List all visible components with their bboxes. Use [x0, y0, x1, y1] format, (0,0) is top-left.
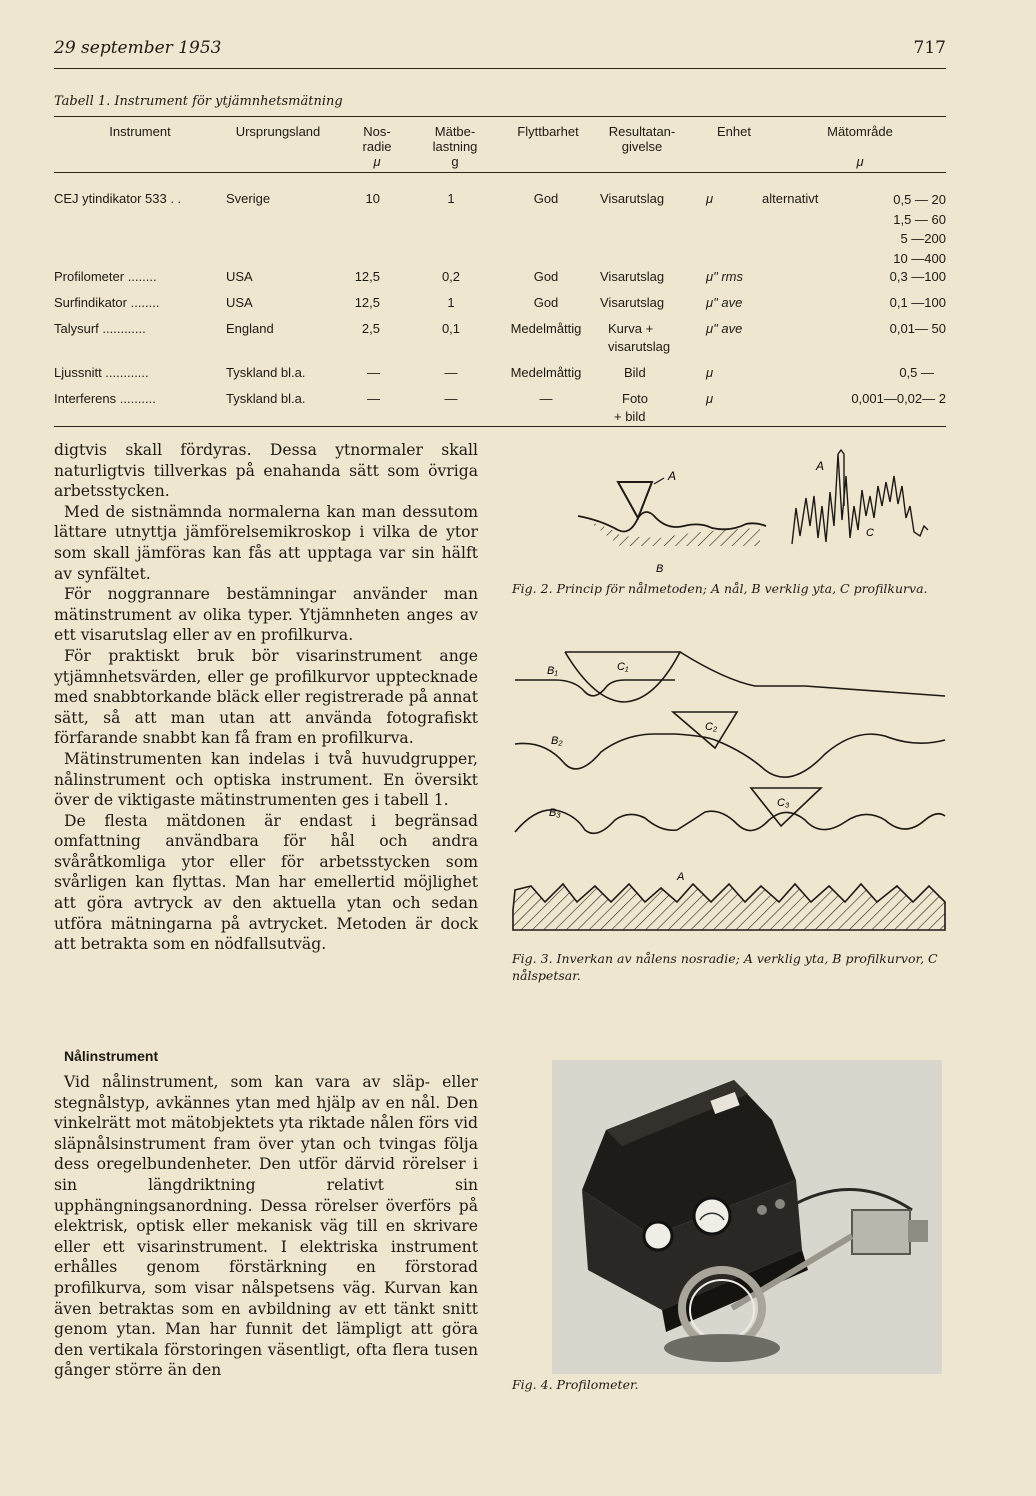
- fig3-label-c2: C₂: [705, 721, 718, 733]
- fig2-label-b: B: [656, 563, 664, 575]
- table-top-rule: [54, 116, 946, 117]
- fig3-caption: Fig. 3. Inverkan av nålens nosradie; A verklig yta, B profilkurvor, C nålspetsar.: [512, 951, 938, 983]
- fig3-label-c3: C₃: [777, 797, 790, 809]
- fig3-label-b1: B₁: [547, 665, 558, 677]
- fig3-label-a: A: [677, 871, 685, 883]
- fig2-label-a: A: [668, 469, 677, 483]
- paragraph: För noggrannare bestämningar använder man mätinstrument av olika typer. Ytjämnheten anges av ett visarutslag eller av en profilkurva.: [54, 585, 478, 645]
- fig3-real-surface: [513, 884, 945, 930]
- profile-curve: [792, 454, 928, 544]
- th-country: Ursprungsland: [235, 124, 321, 139]
- fig3-label-b3: B₃: [549, 807, 561, 819]
- issue-date: 29 september 1953: [54, 38, 222, 58]
- th-range: Mätområde μ: [827, 124, 893, 169]
- paragraph: De flesta mätdonen är endast i begränsad omfattning användbara för hål och andra svåråtkomliga ytor eller för arbetsstycken som svårligen kan flyttas. Man har emellertid möjlighet att göra avtryck av den aktuella ytan och sedan utföra mätningarna på avtrycket. Metoden är dock att betrakta som en nödfallsutväg.: [54, 811, 478, 954]
- fig4-caption: Fig. 4. Profilometer.: [512, 1377, 639, 1392]
- paragraph: Med de sistnämnda normalerna kan man dessutom lättare utnyttja jämförelsemikroskop i vilka de ytor som skall jämföras kan fås att upptaga var sin hälft av synfältet.: [54, 502, 478, 583]
- th-unit: Enhet: [717, 124, 751, 139]
- section-body: [54, 1072, 478, 1381]
- paragraph: digtvis skall fördyras. Dessa ytnormaler skall naturligtvis tillverkas på enahanda sätt som övriga arbetsstycken.: [54, 441, 478, 501]
- fig3-diagram: [505, 640, 950, 950]
- th-load: Mätbe- lastning g: [432, 124, 478, 169]
- fig2-caption: Fig. 2. Princip för nålmetoden; A nål, B verklig yta, C profilkurva.: [512, 581, 928, 596]
- fig2-label-a2: A: [816, 459, 825, 473]
- section-heading: Nålinstrument: [64, 1048, 159, 1064]
- paragraph: För praktiskt bruk bör visarinstrument ange ytjämnhetsvärden, eller ge profilkurvor upptecknade med snabbtorkande bläck eller registrerade på annat sätt, så att man utan att använda fotografiskt förfarande snabbt kan få fram en profilkurva.: [54, 646, 478, 748]
- profilometer-photo: [552, 1060, 942, 1374]
- th-mobility: Flyttbarhet: [517, 124, 579, 139]
- paragraph: Vid nålinstrument, som kan vara av släp- eller stegnålstyp, avkännes ytan med hjälp av en nål. Den vinkelrätt mot mätobjektets yta riktade nålen förs vid släpnålsinstrument fram över ytan och tvingas följa dess oregelbundenheter. Den utför därvid rörelser i sin längdriktning relativt sin upphängningsanordning. Dessa rörelser överförs på elektrisk, optisk eller mekanisk väg till en skrivare eller ett visarinstrument. I elektriska instrument erhålles genom förstärkning en förstorad profilkurva, som visar nålspetsens väg. Kurvan kan även betraktas som en avbildning av ett tänkt snitt genom ytan. Man har funnit det lämpligt att göra den vertikala förstoringen väsentligt, ofta flera tusen gånger större än den: [54, 1073, 478, 1380]
- th-instrument: Instrument: [109, 124, 171, 139]
- paragraph: Mätinstrumenten kan indelas i två huvudgrupper, nålinstrument och optiska instrument. En översikt över de viktigaste mätinstrumenten ges i tabell 1.: [54, 749, 478, 810]
- fig2-label-c: C: [866, 527, 874, 539]
- table-caption: Tabell 1. Instrument för ytjämnhetsmätning: [54, 94, 343, 109]
- body-column: [54, 440, 478, 955]
- table-bottom-rule: [54, 426, 946, 427]
- th-radius: Nos- radie μ: [362, 124, 392, 169]
- fig3-label-c1: C₁: [617, 661, 629, 673]
- fig2-diagram: [560, 446, 950, 576]
- th-result: Resultatan- givelse: [608, 124, 676, 154]
- fig3-label-b2: B₂: [551, 735, 563, 747]
- page-number: 717: [913, 38, 946, 58]
- table-header-rule: [54, 172, 946, 173]
- page-header: [54, 38, 946, 69]
